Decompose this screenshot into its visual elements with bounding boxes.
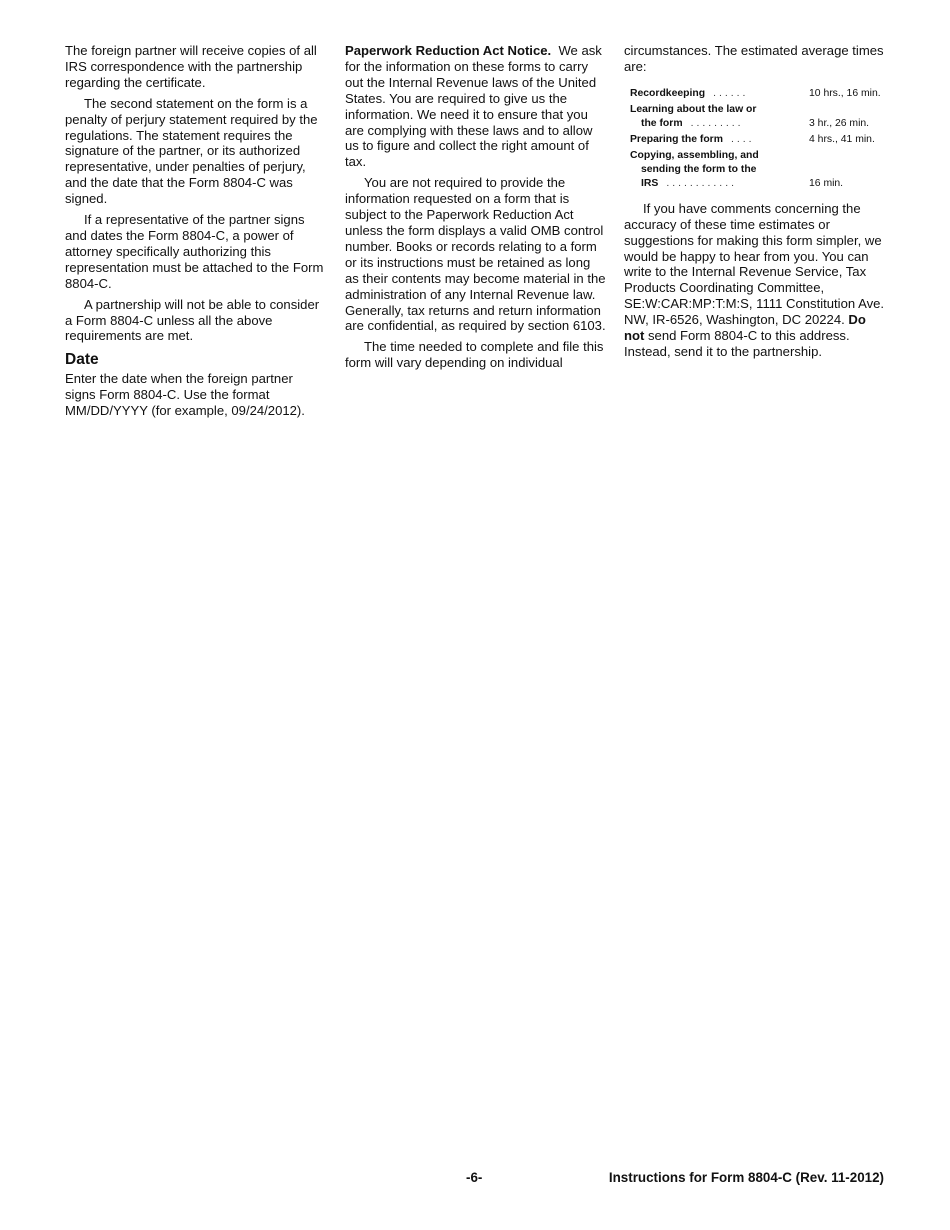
time-row-recordkeeping: Recordkeeping ...... 10 hrs., 16 min.	[630, 87, 886, 101]
date-heading: Date	[65, 351, 99, 369]
time-estimates-table	[630, 87, 886, 191]
paragraph-circumstances: circumstances. The estimated average times are:	[624, 43, 884, 74]
time-row-learning: Learning about the law or	[630, 103, 757, 115]
footer-title: Instructions for Form 8804-C (Rev. 11-2012)	[608, 1170, 884, 1185]
paragraph-perjury-statement: The second statement on the form is a penalty of perjury statement required by the regulations. The statement requires the signature of the partner, or its authorized representative, under penalties of perjury, and the date that the Form 8804-C was signed.	[65, 95, 318, 207]
paragraph-paperwork-notice	[345, 43, 607, 170]
time-row-copying: Copying, assembling, and	[630, 149, 759, 161]
paragraph-omb: You are not required to provide the information requested on a form that is subject to the Paperwork Reduction Act unless the form displays a valid OMB control number. Books or records relating to a form or its instructions must be retained as long as their contents may become material in the administration of any Internal Revenue law. Generally, tax returns and return information are confidential, as required by section 6103.	[345, 175, 606, 334]
time-value: 16 min.	[809, 177, 844, 189]
column-3	[624, 43, 886, 360]
paragraph-power-of-attorney: If a representative of the partner signs and dates the Form 8804-C, a power of attorney specifically authorizing this representation must be attached to the Form 8804-C.	[65, 212, 324, 291]
time-value: 3 hr., 26 min.	[809, 117, 870, 129]
paragraph-comments: If you have comments concerning the accuracy of these time estimates or suggestions for making this form simpler, we would be happy to hear from you. You can write to the Internal Revenue Service, Tax Products Coordinating Committee, SE:W:CAR:MP:T:M:S, 1111 Constitution Ave. NW, IR-6526, Washington, DC 20224. Do not send Form 8804-C to this address. Instead, send it to the partnership.	[624, 200, 885, 359]
paperwork-text: We ask for the information on these forms to carry out the Internal Revenue laws of the United States. You are required to give us the information. We need it to ensure that you are complying with these laws and to allow us to figure and collect the right amount of tax.	[345, 43, 602, 170]
column-2	[345, 43, 607, 371]
time-value: 4 hrs., 41 min.	[809, 133, 875, 145]
paragraph-irs-correspondence: The foreign partner will receive copies of all IRS correspondence with the partnership regarding the certificate.	[65, 43, 317, 90]
time-row-learning-cont: the form ......... 3 hr., 26 min.	[630, 117, 886, 131]
paragraph-requirements: A partnership will not be able to consider a Form 8804-C unless all the above requirements are met.	[65, 296, 320, 344]
column-1	[65, 43, 327, 419]
paragraph-time-needed: The time needed to complete and file this form will vary depending on individual	[345, 339, 604, 371]
time-value: 10 hrs., 16 min.	[809, 87, 881, 99]
paperwork-heading: Paperwork Reduction Act Notice.	[345, 43, 552, 58]
paragraph-date: Enter the date when the foreign partner signs Form 8804-C. Use the format MM/DD/YYYY (for example, 09/24/2012).	[65, 371, 305, 419]
time-row-copying-irs: IRS ............ 16 min.	[630, 177, 886, 191]
time-row-copying-cont: sending the form to the	[641, 163, 757, 175]
page-number: -6-	[466, 1170, 483, 1185]
time-row-preparing: Preparing the form .... 4 hrs., 41 min.	[630, 131, 886, 147]
